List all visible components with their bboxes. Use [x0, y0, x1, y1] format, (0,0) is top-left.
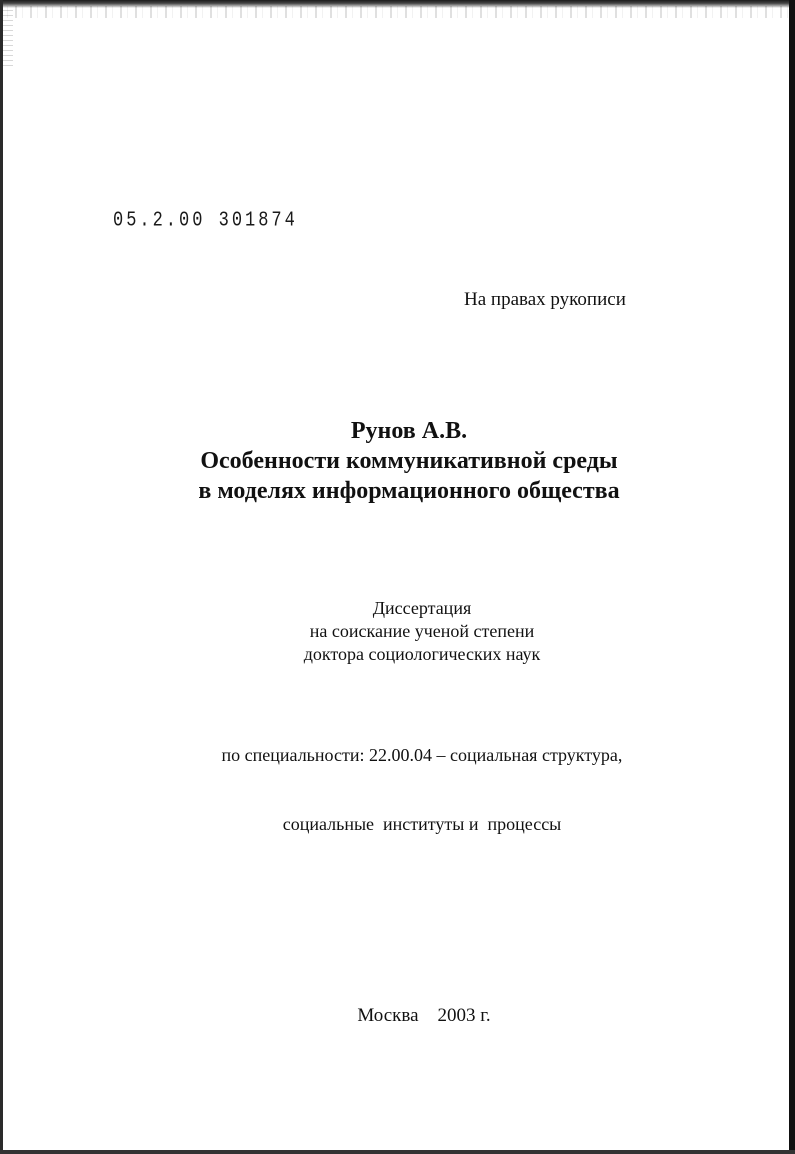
dissertation-line-1: Диссертация — [372, 598, 472, 618]
dissertation-line-2: на соискание ученой степени — [309, 621, 535, 641]
scan-edge-right — [789, 0, 795, 1154]
scan-noise-top — [0, 6, 795, 18]
title-block — [0, 416, 795, 506]
footer-city: Москва — [357, 1005, 419, 1026]
specialty-block — [0, 698, 795, 859]
dissertation-line-3: доктора социологических наук — [303, 644, 541, 664]
author-name: Рунов А.В. — [350, 418, 468, 444]
dissertation-block — [0, 597, 795, 666]
scan-edge-bottom — [0, 1150, 795, 1154]
manuscript-rights-label: На правах рукописи — [464, 289, 626, 310]
library-stamp-number: 05.2.00 301874 — [113, 209, 298, 233]
scan-noise-left — [3, 10, 13, 70]
title-line-2: в моделях информационного общества — [198, 478, 620, 504]
footer-year: 2003 г. — [437, 1005, 491, 1026]
footer-place-year — [0, 1005, 795, 1027]
specialty-line-2: социальные институты и процессы — [282, 814, 562, 834]
specialty-line-1: по специальности: 22.00.04 – социальная структура, — [221, 745, 623, 765]
scan-edge-left — [0, 0, 3, 1154]
title-line-1: Особенности коммуникативной среды — [200, 448, 618, 474]
